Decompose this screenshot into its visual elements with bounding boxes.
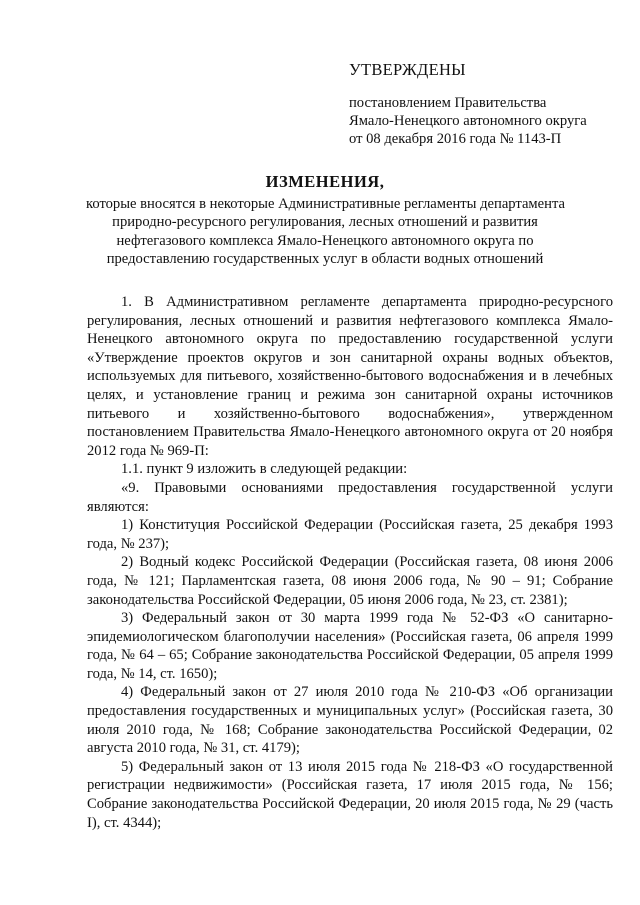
list-item-1: 1) Конституция Российской Федерации (Российская газета, 25 декабря 1993 года, № 237); (87, 517, 613, 552)
list-item-5: 5) Федеральный закон от 13 июля 2015 года № 218-ФЗ «О государственной регистрации недвижимости» (Российская газета, 17 июля 2015 года, № 156; Собрание законодательства Российской Федерации, 20 июля 2015 года, № 29 (часть I), ст. 4344); (87, 758, 613, 831)
list-item-4: 4) Федеральный закон от 27 июля 2010 года № 210-ФЗ «Об организации предоставления государственных и муниципальных услуг» (Российская газета, 30 июля 2010 года, № 168; Собрание законодательства Российской Федерации, 02 августа 2010 года, № 31, ст. 4179); (87, 684, 613, 757)
approval-line: от 08 декабря 2016 года № 1143-П (349, 131, 562, 147)
paragraph-1: 1. В Административном регламенте департамента природно-ресурсного регулирования, лесных отношений и развития нефтегазового комплекса Ямало-Ненецкого автономного округа по предоставлению государственной услуги «Утверждение проектов округов и зон санитарной охраны водных объектов, используемых для питьевого, хозяйственно-бытового водоснабжения и в лечебных целях, и установление границ и режима зон санитарной охраны источников питьевого и хозяйственно-бытового водоснабжения», утвержденном постановлением Правительства Ямало-Ненецкого автономного округа от 20 ноября 2012 года № 969-П: (87, 294, 613, 459)
heading-line: природно-ресурсного регулирования, лесных отношений и развития (112, 214, 538, 231)
paragraph-1-1: 1.1. пункт 9 изложить в следующей редакции: (121, 461, 408, 478)
heading-line: нефтегазового комплекса Ямало-Ненецкого автономного округа по (116, 232, 534, 249)
approval-line: постановлением Правительства (349, 95, 547, 111)
list-item-2: 2) Водный кодекс Российской Федерации (Российская газета, 08 июня 2006 года, № 121; Парламентская газета, 08 июня 2006 года, № 90 – 91; Собрание законодательства Российской Федерации, 05 июня 2006 года, № 23, ст. 2381); (87, 554, 613, 608)
approval-stamp: УТВЕРЖДЕНЫ (349, 60, 466, 79)
approval-block (349, 60, 629, 148)
heading-line: которые вносятся в некоторые Административные регламенты департамента (86, 196, 565, 212)
approval-line: Ямало-Ненецкого автономного округа (349, 113, 587, 129)
document-body (87, 293, 613, 832)
heading-line: предоставлению государственных услуг в области водных отношений (106, 251, 544, 268)
document-heading (86, 172, 564, 269)
document-title: ИЗМЕНЕНИЯ, (265, 172, 385, 191)
paragraph-9: «9. Правовыми основаниями предоставления государственной услуги являются: (87, 479, 613, 515)
list-item-3: 3) Федеральный закон от 30 марта 1999 года № 52-ФЗ «О санитарно-эпидемиологическом благополучии населения» (Российская газета, 06 апреля 1999 года, № 64 – 65; Собрание законодательства Российской Федерации, 05 апреля 1999 года, № 14, ст. 1650); (87, 610, 613, 682)
